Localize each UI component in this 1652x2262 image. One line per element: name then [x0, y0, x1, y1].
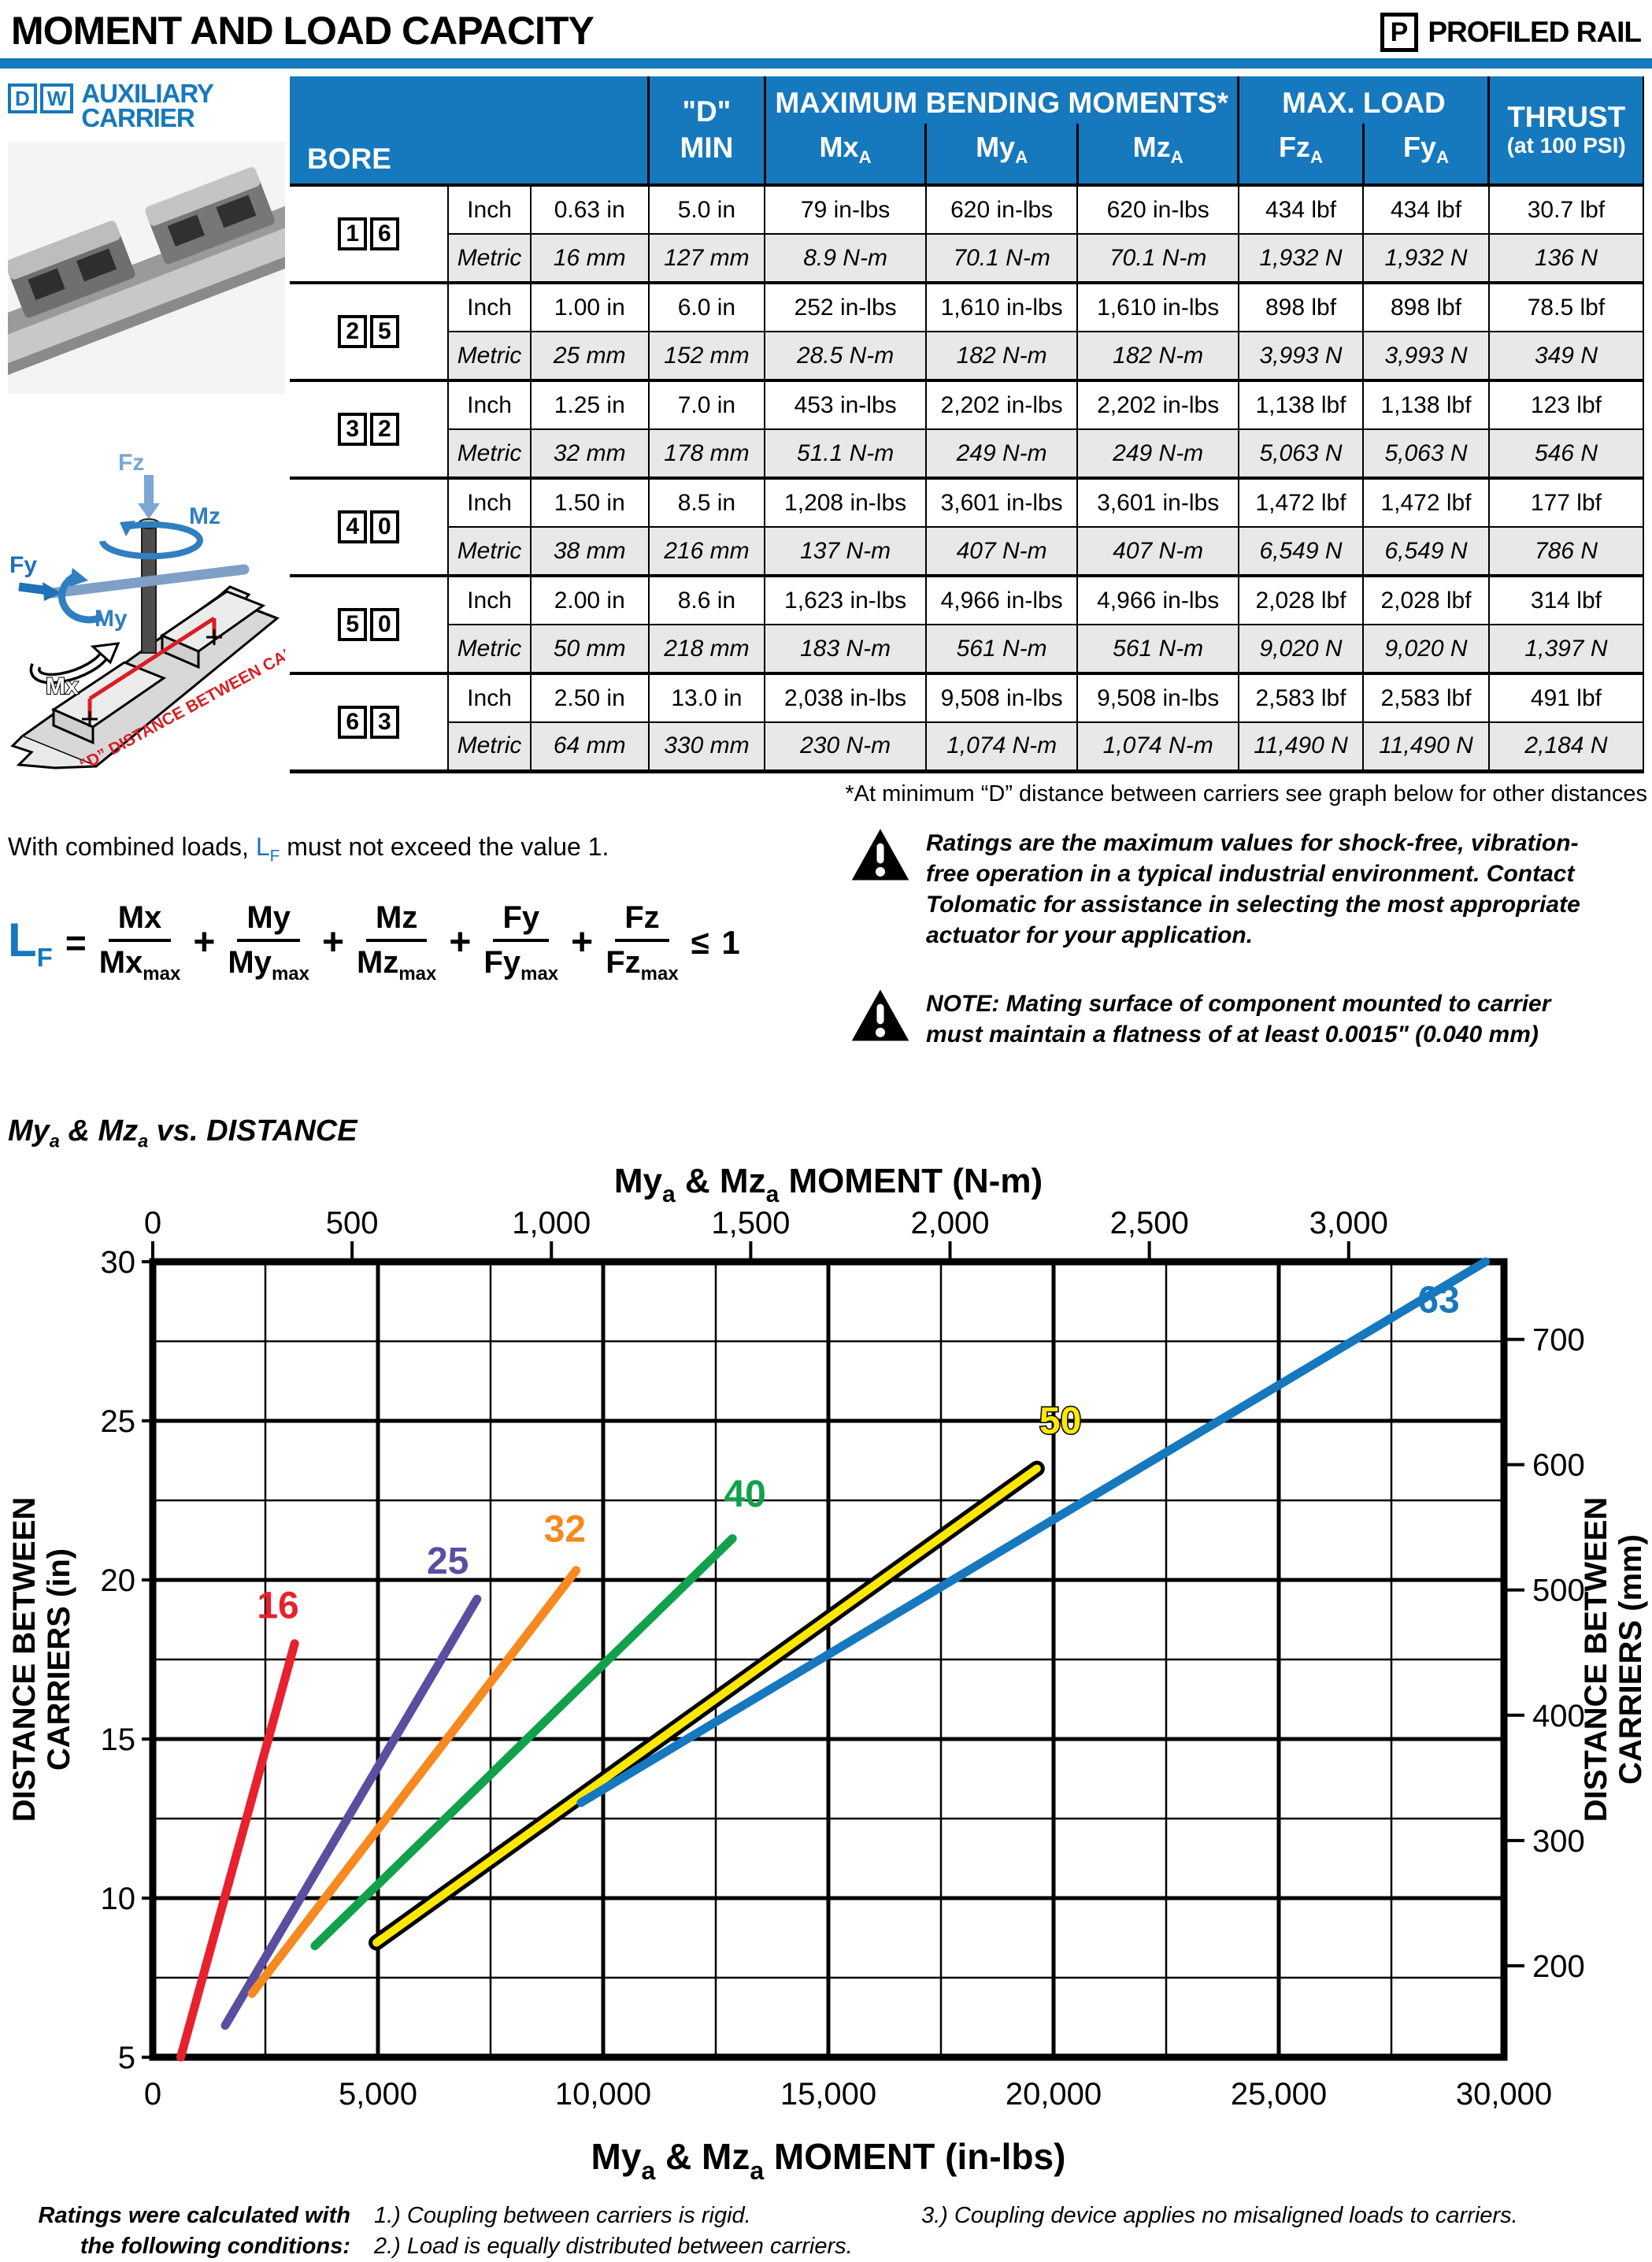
moment-distance-chart	[0, 1151, 1652, 2199]
value-cell: 78.5 lbf	[1489, 283, 1643, 332]
value-cell: 330 mm	[649, 722, 765, 771]
value-cell: 38 mm	[531, 527, 649, 576]
svg-text:300: 300	[1532, 1823, 1585, 1859]
profiled-rail-badge	[1380, 8, 1641, 52]
svg-text:3,000: 3,000	[1309, 1206, 1388, 1241]
svg-text:Mya & Mza MOMENT (N-m): $My_a$ & $Mz_a$ MOMENT (N-m)	[613, 1162, 1043, 1208]
svg-text:500: 500	[1532, 1573, 1585, 1608]
bore-icon: 6 3	[290, 673, 448, 771]
value-cell: 453 in-lbs	[765, 380, 926, 429]
svg-text:15,000: 15,000	[780, 2077, 877, 2112]
formula-fraction: $\frac{My}{My_{max}}$	[228, 899, 309, 985]
unit-cell: Metric	[448, 722, 531, 771]
value-cell: 1.25 in	[531, 380, 649, 429]
value-cell: 127 mm	[649, 234, 765, 283]
value-cell: 407 N-m	[1077, 527, 1239, 576]
value-cell: 2,202 in-lbs	[926, 380, 1078, 429]
value-cell: 2,583 lbf	[1239, 673, 1363, 722]
value-cell: 1,074 N-m	[926, 722, 1078, 771]
value-cell: 6,549 N	[1239, 527, 1363, 576]
page-header	[0, 0, 1652, 54]
table-row	[290, 673, 1643, 722]
warning-icon	[850, 988, 910, 1046]
value-cell: 1,397 N	[1489, 625, 1643, 673]
my-label: My	[94, 605, 128, 632]
unit-cell: Metric	[448, 234, 531, 283]
value-cell: 8.6 in	[649, 576, 765, 625]
svg-text:30,000: 30,000	[1455, 2077, 1553, 2112]
bore-icon: 2 5	[290, 283, 448, 380]
d-option-icon: D	[8, 83, 37, 113]
unit-cell: Inch	[448, 185, 531, 234]
value-cell: 0.63 in	[531, 185, 649, 234]
value-cell: 434 lbf	[1239, 185, 1363, 234]
value-cell: 546 N	[1489, 429, 1643, 478]
bore-icon: 4 0	[290, 478, 448, 576]
series-label-40: 40	[724, 1474, 766, 1516]
value-cell: 898 lbf	[1239, 283, 1363, 332]
unit-cell: Inch	[448, 380, 531, 429]
rail-badge-label: PROFILED RAIL	[1428, 16, 1641, 48]
value-cell: 30.7 lbf	[1489, 185, 1643, 234]
formula-section	[0, 828, 1652, 1088]
col-subheader: $Fz_A$	[1239, 124, 1363, 185]
page-title: MOMENT AND LOAD CAPACITY	[11, 9, 594, 53]
value-cell: 51.1 N-m	[765, 429, 926, 478]
series-label-63: 63	[1417, 1279, 1460, 1322]
bore-icon: 5 0	[290, 576, 448, 673]
value-cell: 6.0 in	[649, 283, 765, 332]
value-cell: 561 N-m	[1077, 625, 1239, 673]
d-distance-label: “D” DISTANCE BETWEEN CARRIERS	[76, 617, 285, 775]
col-header-d-min: "D" MIN	[649, 76, 765, 185]
conditions-list-1: 1.) Coupling between carriers is rigid. 2.) Load is equally distributed between carriers.	[374, 2203, 853, 2260]
value-cell: 123 lbf	[1489, 380, 1643, 429]
value-cell: 3,601 in-lbs	[926, 478, 1078, 527]
value-cell: 28.5 N-m	[765, 332, 926, 380]
table-row	[290, 380, 1643, 429]
value-cell: 183 N-m	[765, 625, 926, 673]
col-subheader: $Fy_A$	[1363, 124, 1489, 185]
svg-text:15: 15	[100, 1722, 135, 1758]
value-cell: 9,020 N	[1239, 625, 1363, 673]
value-cell: 434 lbf	[1363, 185, 1489, 234]
table-row	[290, 625, 1643, 673]
value-cell: 8.5 in	[649, 478, 765, 527]
value-cell: 3,993 N	[1363, 332, 1489, 380]
unit-cell: Metric	[448, 527, 531, 576]
value-cell: 9,508 in-lbs	[926, 673, 1078, 722]
table-row	[290, 527, 1643, 576]
dw-option-icons	[8, 81, 73, 113]
value-cell: 561 N-m	[926, 625, 1078, 673]
unit-cell: Metric	[448, 429, 531, 478]
value-cell: 249 N-m	[1077, 429, 1239, 478]
combined-loads-note: With combined loads, $L_F$ must not exceed the value 1.	[8, 832, 609, 865]
col-subheader: $Mx_A$	[765, 124, 926, 185]
svg-text:1,000: 1,000	[512, 1206, 591, 1241]
value-cell: 70.1 N-m	[1077, 234, 1239, 283]
value-cell: 1,932 N	[1239, 234, 1363, 283]
col-header-max-load: MAX. LOAD	[1239, 76, 1489, 124]
series-label-50: 50	[1039, 1400, 1082, 1443]
value-cell: 1,623 in-lbs	[765, 576, 926, 625]
mz-label: Mz	[189, 502, 220, 529]
value-cell: 314 lbf	[1489, 576, 1643, 625]
value-cell: 1.00 in	[531, 283, 649, 332]
value-cell: 1,472 lbf	[1363, 478, 1489, 527]
value-cell: 13.0 in	[649, 673, 765, 722]
value-cell: 8.9 N-m	[765, 234, 926, 283]
bore-icon: 1 6	[290, 185, 448, 283]
value-cell: 230 N-m	[765, 722, 926, 771]
value-cell: 2.00 in	[531, 576, 649, 625]
series-label-25: 25	[426, 1541, 469, 1583]
value-cell: 2,184 N	[1489, 722, 1643, 771]
value-cell: 7.0 in	[649, 380, 765, 429]
svg-text:2,500: 2,500	[1109, 1206, 1189, 1241]
load-diagram	[8, 429, 285, 780]
col-subheader: $My_A$	[926, 124, 1078, 185]
svg-text:0: 0	[143, 1206, 162, 1241]
value-cell: 137 N-m	[765, 527, 926, 576]
col-header-bending-moments: MAXIMUM BENDING MOMENTS*	[765, 76, 1239, 124]
value-cell: 491 lbf	[1489, 673, 1643, 722]
svg-text:DISTANCE BETWEENCARRIERS (mm): DISTANCE BETWEENCARRIERS (mm)	[1579, 1496, 1648, 1823]
value-cell: 1,610 in-lbs	[926, 283, 1078, 332]
value-cell: 178 mm	[649, 429, 765, 478]
svg-text:500: 500	[325, 1206, 379, 1241]
svg-text:20: 20	[100, 1563, 135, 1599]
rail-type-icon: P	[1380, 13, 1419, 52]
value-cell: 50 mm	[531, 625, 649, 673]
value-cell: 1,138 lbf	[1363, 380, 1489, 429]
table-row	[290, 478, 1643, 527]
series-label-32: 32	[543, 1508, 587, 1551]
svg-text:25: 25	[100, 1404, 135, 1440]
value-cell: 136 N	[1489, 234, 1643, 283]
unit-cell: Inch	[448, 576, 531, 625]
value-cell: 79 in-lbs	[765, 185, 926, 234]
formula-fraction: $\frac{Fy}{Fy_{max}}$	[483, 899, 559, 985]
warning-flatness: NOTE: Mating surface of component mounted to carrier must maintain a flatness of at least 0.0015" (0.040 mm)	[850, 988, 1646, 1050]
value-cell: 216 mm	[649, 527, 765, 576]
formula-fraction: $\frac{Mx}{Mx_{max}}$	[98, 899, 181, 985]
value-cell: 2,038 in-lbs	[765, 673, 926, 722]
value-cell: 9,020 N	[1363, 625, 1489, 673]
value-cell: 1,610 in-lbs	[1077, 283, 1239, 332]
unit-cell: Inch	[448, 283, 531, 332]
sidebar	[0, 76, 290, 807]
svg-text:600: 600	[1532, 1448, 1585, 1483]
value-cell: 249 N-m	[926, 429, 1078, 478]
svg-text:0: 0	[143, 2077, 162, 2112]
value-cell: 1,472 lbf	[1239, 478, 1363, 527]
svg-text:1,500: 1,500	[711, 1206, 791, 1241]
value-cell: 177 lbf	[1489, 478, 1643, 527]
chart-heading: $My_a$ & $Mz_a$ vs. DISTANCE	[8, 1114, 357, 1151]
value-cell: 1,208 in-lbs	[765, 478, 926, 527]
value-cell: 898 lbf	[1363, 283, 1489, 332]
w-option-icon: W	[40, 83, 74, 113]
unit-cell: Inch	[448, 673, 531, 722]
value-cell: 786 N	[1489, 527, 1643, 576]
conditions-intro: Ratings were calculated with the following conditions:	[38, 2203, 350, 2260]
title-divider-bar	[0, 58, 1652, 69]
value-cell: 3,601 in-lbs	[1077, 478, 1239, 527]
svg-text:400: 400	[1532, 1698, 1585, 1734]
value-cell: 4,966 in-lbs	[1077, 576, 1239, 625]
warning-ratings: Ratings are the maximum values for shock-free, vibration-free operation in a typical industrial environment. Contact Tolomatic for assistance in selecting the most appropriate actuator for your application.	[850, 828, 1646, 951]
svg-text:20,000: 20,000	[1005, 2077, 1102, 2112]
formula-fraction: $\frac{Fz}{Fz_{max}}$	[606, 899, 679, 985]
value-cell: 3,993 N	[1239, 332, 1363, 380]
value-cell: 5.0 in	[649, 185, 765, 234]
value-cell: 4,966 in-lbs	[926, 576, 1078, 625]
value-cell: 11,490 N	[1239, 722, 1363, 771]
unit-cell: Inch	[448, 478, 531, 527]
col-subheader: $Mz_A$	[1077, 124, 1239, 185]
value-cell: 11,490 N	[1363, 722, 1489, 771]
value-cell: 252 in-lbs	[765, 283, 926, 332]
value-cell: 620 in-lbs	[926, 185, 1078, 234]
svg-text:25,000: 25,000	[1230, 2077, 1328, 2112]
svg-text:10: 10	[100, 1882, 135, 1917]
value-cell: 25 mm	[531, 332, 649, 380]
table-row	[290, 234, 1643, 283]
value-cell: 2,202 in-lbs	[1077, 380, 1239, 429]
value-cell: 1,074 N-m	[1077, 722, 1239, 771]
table-row	[290, 722, 1643, 771]
value-cell: 6,549 N	[1363, 527, 1489, 576]
value-cell: 182 N-m	[1077, 332, 1239, 380]
value-cell: 2,583 lbf	[1363, 673, 1489, 722]
bore-icon: 3 2	[290, 380, 448, 478]
value-cell: 1,138 lbf	[1239, 380, 1363, 429]
value-cell: 32 mm	[531, 429, 649, 478]
value-cell: 349 N	[1489, 332, 1643, 380]
capacity-table	[290, 76, 1644, 773]
table-row	[290, 283, 1643, 332]
col-header-bore: BORE	[290, 76, 649, 185]
svg-text:5,000: 5,000	[338, 2077, 418, 2112]
value-cell: 64 mm	[531, 722, 649, 771]
capacity-section	[0, 76, 1652, 807]
svg-text:10,000: 10,000	[554, 2077, 652, 2112]
value-cell: 2.50 in	[531, 673, 649, 722]
conditions-list-2: 3.) Coupling device applies no misaligned loads to carriers.	[921, 2203, 1518, 2229]
value-cell: 9,508 in-lbs	[1077, 673, 1239, 722]
svg-text:DISTANCE BETWEENCARRIERS (in): DISTANCE BETWEENCARRIERS (in)	[7, 1496, 76, 1823]
value-cell: 5,063 N	[1239, 429, 1363, 478]
value-cell: 1,932 N	[1363, 234, 1489, 283]
unit-cell: Metric	[448, 332, 531, 380]
svg-text:30: 30	[100, 1245, 135, 1281]
svg-text:200: 200	[1532, 1949, 1585, 1984]
table-footnote: *At minimum “D” distance between carriers see graph below for other distances	[845, 781, 1647, 807]
table-row	[290, 429, 1643, 478]
mx-label: Mx	[46, 673, 79, 699]
value-cell: 5,063 N	[1363, 429, 1489, 478]
fy-label: Fy	[9, 551, 38, 578]
col-header-thrust: THRUST (at 100 PSI)	[1489, 76, 1643, 185]
value-cell: 2,028 lbf	[1239, 576, 1363, 625]
table-row	[290, 576, 1643, 625]
value-cell: 1.50 in	[531, 478, 649, 527]
auxiliary-carrier-tag	[8, 81, 285, 131]
value-cell: 16 mm	[531, 234, 649, 283]
svg-text:Mya & Mza MOMENT (in-lbs): $My_a$ & $Mz_a$ MOMENT (in-lbs)	[591, 2136, 1066, 2185]
warning-icon	[850, 828, 910, 885]
svg-text:700: 700	[1532, 1322, 1585, 1358]
value-cell: 152 mm	[649, 332, 765, 380]
svg-text:2,000: 2,000	[910, 1206, 990, 1241]
unit-cell: Metric	[448, 625, 531, 673]
auxiliary-carrier-label: AUXILIARY CARRIER	[81, 79, 213, 133]
value-cell: 2,028 lbf	[1363, 576, 1489, 625]
table-row	[290, 332, 1643, 380]
svg-text:5: 5	[117, 2041, 135, 2076]
value-cell: 620 in-lbs	[1077, 185, 1239, 234]
value-cell: 182 N-m	[926, 332, 1078, 380]
conditions-notes	[0, 2201, 1652, 2262]
value-cell: 407 N-m	[926, 527, 1078, 576]
value-cell: 218 mm	[649, 625, 765, 673]
auxiliary-carrier-photo	[8, 142, 285, 398]
table-row	[290, 185, 1643, 234]
formula-fraction: $\frac{Mz}{Mz_{max}}$	[357, 899, 437, 985]
series-label-16: 16	[257, 1585, 299, 1627]
value-cell: 70.1 N-m	[926, 234, 1078, 283]
fz-label: Fz	[118, 449, 145, 476]
load-factor-formula: $L_F$ = $\frac{Mx}{Mx_{max}}$ + $\frac{My}{My_{max}}$ + $\frac{Mz}{Mz_{max}}$ + $\frac{Fy}{Fy_{max}}$ + $\frac{Fz}{Fz_{max}}$ ≤ 1	[8, 899, 742, 985]
